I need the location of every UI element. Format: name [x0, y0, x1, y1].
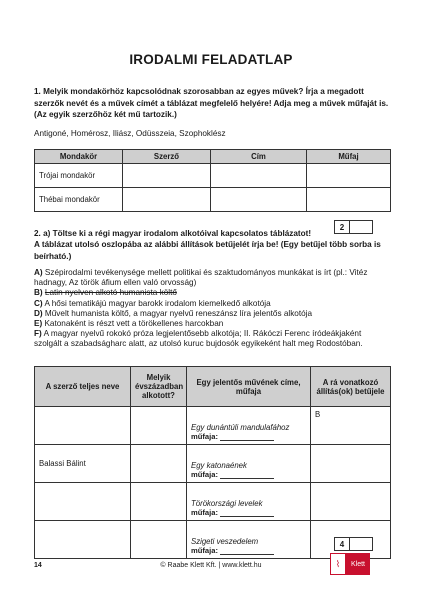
header-century: Melyik évszázadban alkotott?: [131, 367, 187, 407]
header-mufaj: Műfaj: [307, 150, 391, 164]
klett-logo: [330, 553, 370, 575]
score-value: 4: [334, 537, 350, 551]
work-cell[interactable]: Egy dunántúli mandulafához műfaja:: [187, 407, 311, 445]
answer-cell[interactable]: [211, 164, 307, 188]
century-cell[interactable]: [131, 445, 187, 483]
footer-text: © Raabe Klett Kft. | www.klett.hu: [160, 562, 262, 569]
author-cell[interactable]: [35, 521, 131, 559]
klett-logo-text: Klett: [346, 553, 370, 575]
answer-cell[interactable]: [211, 188, 307, 212]
page-number: 14: [34, 562, 42, 569]
table-row: [35, 164, 391, 188]
klett-mark-icon: ⌇: [330, 553, 346, 575]
author-cell[interactable]: [35, 407, 131, 445]
table-row: [35, 445, 391, 483]
century-cell[interactable]: [131, 521, 187, 559]
letters-cell[interactable]: [311, 483, 391, 521]
header-work: Egy jelentős művének címe, műfaja: [187, 367, 311, 407]
task1-table: [34, 149, 391, 212]
work-cell[interactable]: Egy katonaének műfaja:: [187, 445, 311, 483]
header-szerzo: Szerző: [123, 150, 211, 164]
statement-item: A) Szépirodalmi tevékenysége mellett politikai és szaktudományos munkákat is írt (pl.: Vitéz hadnagy, Az török áfium ellen való orvosság): [34, 268, 368, 288]
task1-prompt: 1. Melyik mondakörhöz kapcsolódnak szorosabban az egyes művek? Írja a megadott szerzők nevét és a művek címét a táblázat megfelelő helyére! Adja meg a művek műfaját is. (Az egyik szerzőhöz két mű tartozik.): [34, 87, 389, 119]
header-mondakor: Mondakör: [35, 150, 123, 164]
answer-cell[interactable]: [307, 164, 391, 188]
author-cell[interactable]: [35, 483, 131, 521]
header-author: A szerző teljes neve: [35, 367, 131, 407]
answer-cell[interactable]: [123, 188, 211, 212]
work-cell[interactable]: Törökországi levelek műfaja:: [187, 483, 311, 521]
statement-item: F) A magyar nyelvű rokokó próza legjelentősebb alkotója; II. Rákóczi Ferenc íródeákjaként szolgált a szabadságharc alatt, az utolsó kuruc bujdosók egyikeként halt meg Rodostóban.: [34, 329, 363, 349]
work-cell[interactable]: Szigeti veszedelem műfaja:: [187, 521, 311, 559]
statement-item: E) Katonaként is részt vett a törökellenes harcokban: [34, 319, 224, 329]
statement-item: B) Latin nyelven alkotó humanista költő: [34, 288, 177, 298]
statement-item: D) Művelt humanista költő, a magyar nyelvű reneszánsz líra jelentős alkotója: [34, 308, 313, 318]
row-label: Trójai mondakör: [35, 164, 123, 188]
answer-cell[interactable]: [307, 188, 391, 212]
answer-cell[interactable]: [123, 164, 211, 188]
score-box: [334, 220, 373, 234]
century-cell[interactable]: [131, 483, 187, 521]
table-row: [35, 407, 391, 445]
score-input[interactable]: [350, 537, 373, 551]
table-row: [35, 483, 391, 521]
letters-cell[interactable]: B: [311, 407, 391, 445]
statement-item: C) A hősi tematikájú magyar barokk irodalom kiemelkedő alkotója: [34, 298, 271, 308]
letters-cell[interactable]: [311, 445, 391, 483]
page-title: IRODALMI FELADATLAP: [129, 52, 293, 67]
task2-table: [34, 366, 391, 559]
header-letters: A rá vonatkozó állítás(ok) betűjele: [311, 367, 391, 407]
score-value: 2: [334, 220, 350, 234]
table-row: [35, 188, 391, 212]
author-cell[interactable]: Balassi Bálint: [35, 445, 131, 483]
task2-prompt-rest: A táblázat utolsó oszlopába az alábbi állítások betűjelét írja be! (Egy betűjel több sorba is beírható.): [34, 240, 381, 261]
score-box: [334, 537, 373, 551]
task2-prompt-line1: 2. a) Töltse ki a régi magyar irodalom alkotóival kapcsolatos táblázatot!: [34, 229, 312, 238]
task1-word-list: Antigoné, Homérosz, Iliász, Odüsszeia, Szophoklész: [34, 129, 226, 138]
row-label: Thébai mondakör: [35, 188, 123, 212]
score-input[interactable]: [350, 220, 373, 234]
century-cell[interactable]: [131, 407, 187, 445]
statement-list: [34, 268, 390, 350]
header-cim: Cím: [211, 150, 307, 164]
